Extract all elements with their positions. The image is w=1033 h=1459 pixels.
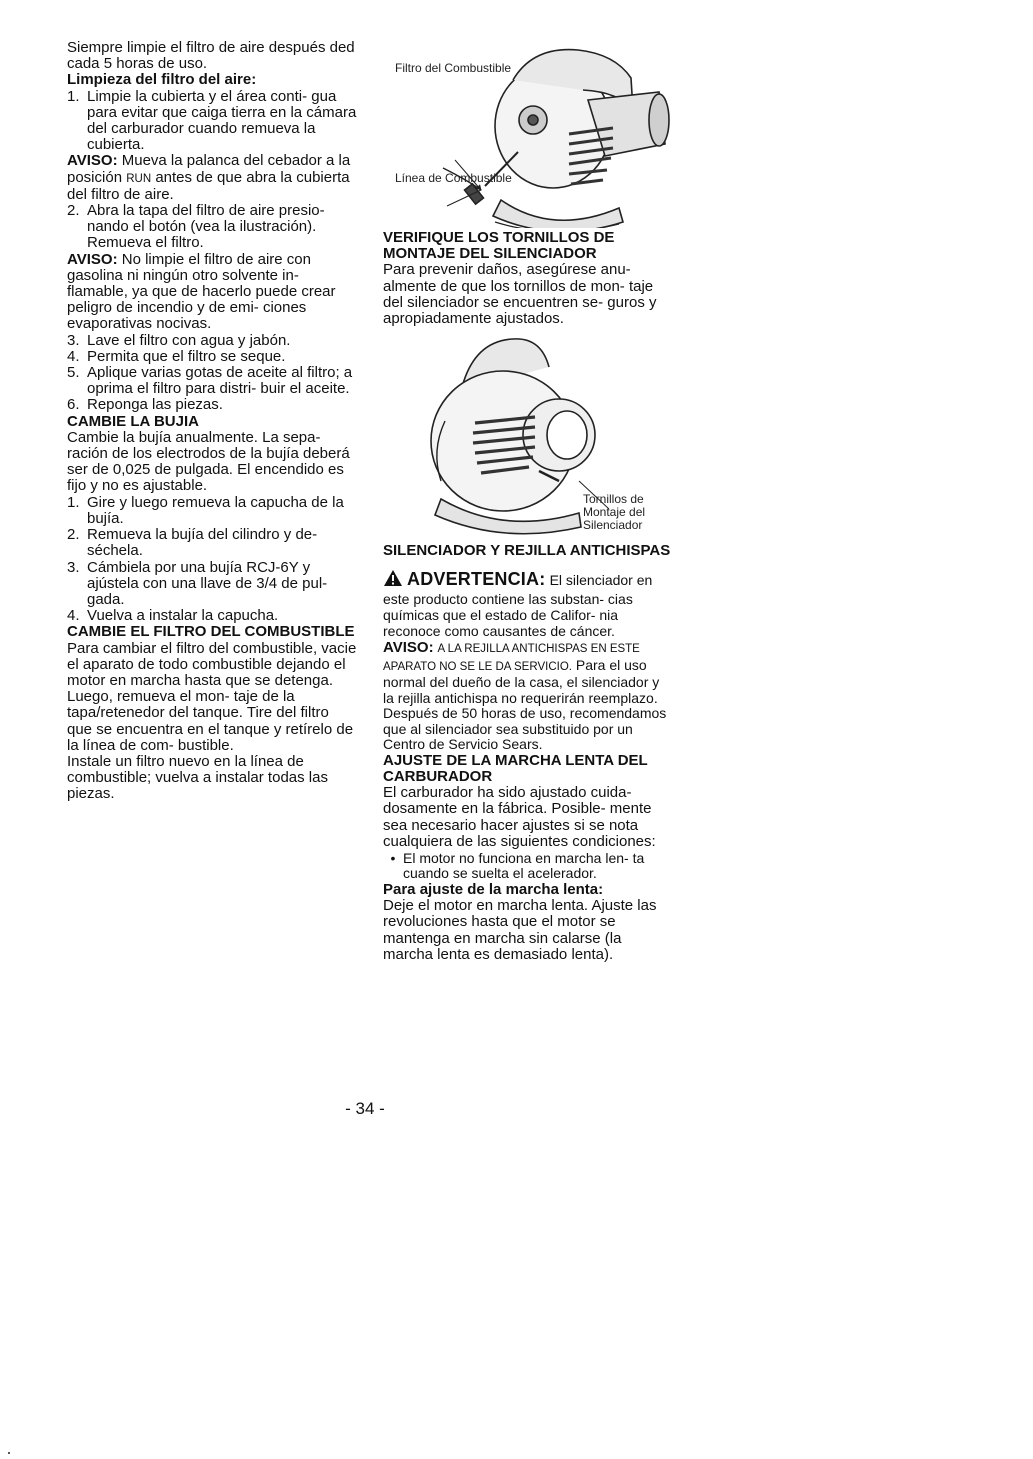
right-column: [383, 40, 673, 963]
idle-text: El carburador ha sido ajustado cuida- dosamente en la fábrica. Posible- mente sea necesario hacer ajustes si se nota cualquiera de las siguientes condiciones:: [383, 784, 656, 850]
muffler-bolts-callout: Tornillos de Montaje del Silenciador: [583, 492, 646, 533]
list-item: 3. Cámbiela por una bujía RCJ-6Y y ajústela con una llave de 3/4 de pul- gada.: [67, 558, 328, 608]
muffler-figure: [383, 331, 673, 537]
warning-text: El silenciador en este producto contiene las substan- cias químicas que el estado de Califor- nia reconoce como causantes de cáncer.: [383, 572, 653, 640]
list-item: 1. Limpie la cubierta y el área conti- gua para evitar que caiga tierra en la cámara del carburador cuando remueva la cubierta.: [67, 87, 357, 154]
fuel-filter-text-2: Instale un filtro nuevo en la línea de combustible; vuelva a instalar todas las piezas.: [67, 752, 328, 803]
idle-heading: AJUSTE DE LA MARCHA LENTA DEL CARBURADOR: [383, 751, 648, 785]
aviso-solvent: AVISO: No limpie el filtro de aire con gasolina ni ningún otro solvente in- flamable, ya que de hacerlo puede crear peligro de incendio y de emi- ciones evaporativas nocivas.: [67, 250, 336, 333]
list-item: 2. Remueva la bujía del cilindro y de- séchela.: [67, 526, 318, 560]
fuel-filter-text: Para cambiar el filtro del combustible, vacie el aparato de todo combustible dejando el motor en marcha hasta que se detenga. Luego, remueva el mon- taje de la tapa/retenedor del tanque. Tire del filtro que se encuentra en el tanque y retírelo de la línea de com- bustible.: [67, 639, 357, 754]
fuel-filter-heading: CAMBIE EL FILTRO DEL COMBUSTIBLE: [67, 623, 355, 641]
list-item: 4. Vuelva a instalar la capucha.: [67, 607, 279, 625]
idle-sub-text: Deje el motor en marcha lenta. Ajuste las revoluciones hasta que el motor se mantenga en marcha sin calarse (la marcha lenta es demasiado lenta).: [383, 897, 657, 963]
bullet: •: [390, 849, 396, 866]
fuel-filter-callout: Filtro del Combustible: [395, 61, 512, 75]
left-column: [67, 40, 357, 803]
warning-block: [383, 569, 673, 640]
fuel-line-callout: Línea de Combustible: [395, 171, 512, 185]
muffler-heading: SILENCIADOR Y REJILLA ANTICHISPAS: [383, 542, 671, 560]
muffler-bolts-heading: VERIFIQUE LOS TORNILLOS DE MONTAJE DEL SILENCIADOR: [383, 229, 615, 263]
list-item: 3. Lave el filtro con agua y jabón.: [67, 331, 291, 349]
page-number: - 34 -: [345, 1099, 385, 1118]
scan-mark: [8, 1452, 10, 1454]
muffler-bolts-text: Para prevenir daños, asegúrese anu- almente de que los tornillos de mon- taje del silenciador se encuentren se- guros y apropiadamente ajustados.: [383, 261, 657, 328]
intro-text: Siempre limpie el filtro de aire después ded cada 5 horas de uso.: [67, 39, 355, 73]
list-item: 4. Permita que el filtro se seque.: [67, 347, 286, 365]
idle-sub-heading: Para ajuste de la marcha lenta:: [383, 880, 604, 898]
warning-title: ADVERTENCIA:: [407, 569, 546, 590]
list-item: 5. Aplique varias gotas de aceite al filtro; a oprima el filtro para distri- buir el aceite.: [67, 364, 353, 398]
spark-plug-heading: CAMBIE LA BUJIA: [67, 412, 199, 430]
aviso-spark-screen: AVISO: A LA REJILLA ANTICHISPAS EN ESTE APARATO NO SE LE DA SERVICIO. Para el uso normal del dueño de la casa, el silenciador y la rejilla antichispa no requerirán reemplazo. Después de 50 horas de uso, recomendamos que al silenciador sea substituido por un Centro de Servicio Sears.: [383, 639, 667, 753]
list-item: 6. Reponga las piezas.: [67, 396, 223, 414]
list-item: 2. Abra la tapa del filtro de aire presio- nando el botón (vea la ilustración). Remueva el filtro.: [67, 202, 325, 252]
spark-plug-text: Cambie la bujía anualmente. La sepa- ración de los electrodos de la bujía deberá ser de 0,025 de pulgada. El encendido es fijo y no es ajustable.: [67, 428, 350, 495]
list-item: • El motor no funciona en marcha len- ta cuando se suelta el acelerador.: [383, 851, 673, 882]
warning-icon: [383, 569, 403, 591]
air-filter-heading: Limpieza del filtro del aire:: [67, 71, 257, 89]
list-item: 1. Gire y luego remueva la capucha de la bujía.: [67, 493, 344, 527]
fuel-filter-figure: [383, 40, 673, 228]
aviso-choke: AVISO: Mueva la palanca del cebador a la posición RUN antes de que abra la cubierta del filtro de aire.: [67, 152, 351, 203]
